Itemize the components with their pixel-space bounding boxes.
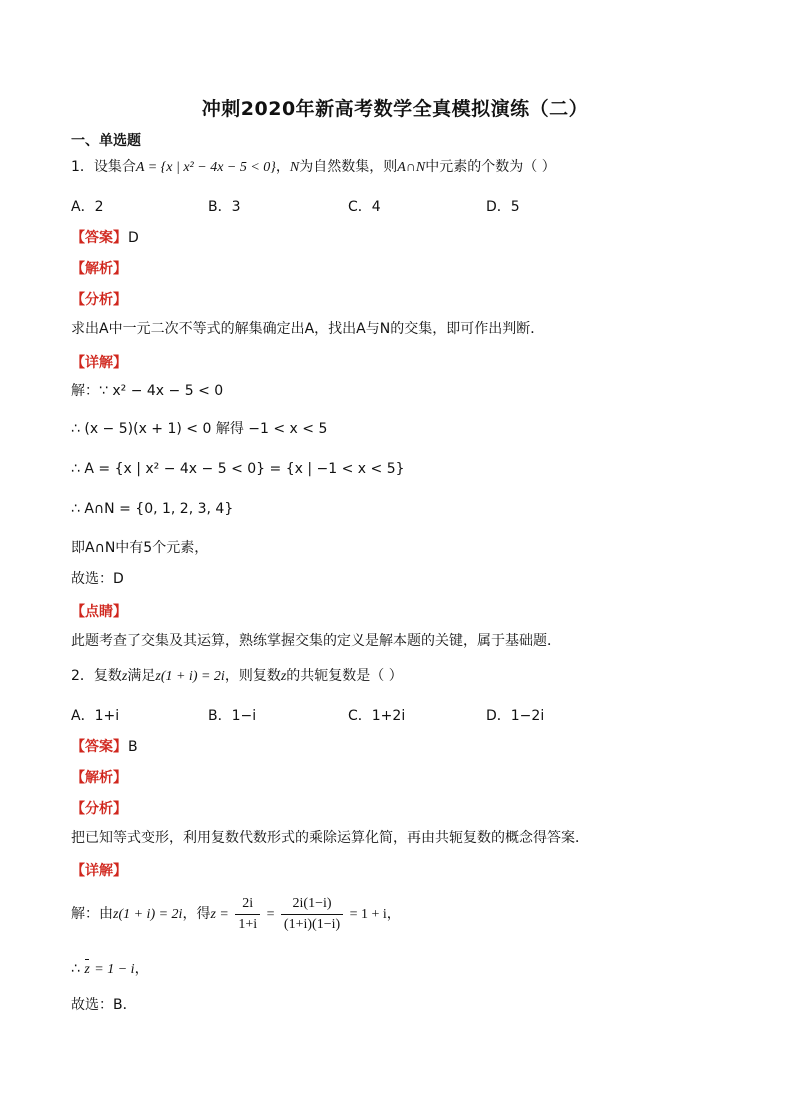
q2-stem-mid: 满足 — [127, 668, 156, 684]
q2-conj-rest: = 1 − i — [94, 962, 135, 977]
q1-stem-set: A = {x | x² − 4x − 5 < 0} — [135, 160, 276, 175]
q2-sol-eq: z(1 + i) = 2i — [113, 907, 183, 922]
page-title: 冲刺2020年新高考数学全真模拟演练（二） — [201, 98, 589, 120]
q1-option-a: A．2 — [71, 199, 104, 215]
q2-frac1-den: 1+i — [238, 916, 258, 932]
q1-option-b: B．3 — [208, 199, 241, 215]
section-heading: 一、单选题 — [71, 133, 141, 149]
q2-sol-mid: ，得 — [182, 906, 211, 922]
q2-stem-prefix: 2．复数 — [71, 668, 122, 684]
q2-sol-end: ， — [386, 906, 401, 922]
q2-option-d: D．1−2i — [486, 708, 545, 724]
q2-answer — [71, 736, 138, 756]
q1-option-c: C．4 — [348, 199, 381, 215]
q1-detail-label: 【详解】 — [71, 355, 127, 371]
q2-conjugate — [71, 960, 149, 979]
q2-conj-prefix: ∴ — [71, 961, 80, 977]
q1-step-3: ∴ A = {x | x² − 4x − 5 < 0} = {x | −1 < x < 5} — [71, 461, 405, 477]
q1-step-6: 故选：D — [71, 571, 124, 587]
q2-frac1-num: 2i — [235, 896, 260, 915]
q1-step-1: 解：∵ x² − 4x − 5 < 0 — [71, 383, 224, 399]
q1-answer — [71, 227, 139, 247]
q1-stem-an: A∩N — [397, 160, 426, 175]
q2-sol-z: z = — [210, 907, 229, 922]
q2-final: 故选：B． — [71, 997, 137, 1013]
q1-stem-prefix: 1．设集合 — [71, 159, 136, 175]
q2-frac2-num: 2i(1−i) — [281, 896, 343, 915]
q1-comment-text: 此题考查了交集及其运算，熟练掌握交集的定义是解本题的关键，属于基础题． — [71, 633, 561, 649]
q2-stem-z2: z — [280, 669, 287, 684]
q2-eq-sign: = — [266, 907, 275, 922]
q1-answer-label: 【答案】 — [71, 230, 127, 246]
q2-answer-label: 【答案】 — [71, 739, 127, 755]
q2-fraction-1 — [235, 896, 260, 933]
q1-step-2: ∴ (x − 5)(x + 1) < 0 解得 −1 < x < 5 — [71, 421, 328, 437]
q2-stem-z: z — [121, 669, 128, 684]
q2-sol-result: = 1 + i — [349, 907, 387, 922]
q2-frac2-den: (1+i)(1−i) — [283, 916, 341, 932]
q2-analysis-label: 【解析】 — [71, 770, 127, 786]
q2-detail-label: 【详解】 — [71, 863, 127, 879]
q1-stem-n: N — [289, 160, 300, 175]
q2-fenxi-text: 把已知等式变形，利用复数代数形式的乘除运算化简，再由共轭复数的概念得答案． — [71, 830, 589, 846]
q2-stem-end: 的共轭复数是（ ） — [286, 668, 403, 684]
q1-step-4: ∴ A∩N = {0, 1, 2, 3, 4} — [71, 501, 234, 517]
q1-option-d: D．5 — [486, 199, 520, 215]
q1-fenxi-label: 【分析】 — [71, 292, 127, 308]
q1-stem-end: 中元素的个数为（ ） — [425, 159, 556, 175]
q2-solution — [71, 895, 401, 934]
q2-conj-z: z — [84, 962, 90, 977]
q2-fraction-2 — [281, 896, 343, 933]
q2-sol-prefix: 解：由 — [71, 906, 113, 922]
q2-conj-end: ， — [134, 961, 149, 977]
q2-stem-eq: z(1 + i) = 2i — [155, 669, 225, 684]
q1-stem — [71, 158, 556, 177]
q2-option-c: C．1+2i — [348, 708, 406, 724]
q2-fenxi-label: 【分析】 — [71, 801, 127, 817]
q1-answer-value: D — [128, 230, 139, 246]
q2-option-b: B．1−i — [208, 708, 257, 724]
q1-stem-mid: ， — [275, 159, 290, 175]
q1-stem-suffix: 为自然数集，则 — [299, 159, 398, 175]
q2-answer-value: B — [128, 739, 138, 755]
q2-stem — [71, 667, 403, 686]
q1-comment-label: 【点睛】 — [71, 604, 127, 620]
q1-fenxi-text: 求出A中一元二次不等式的解集确定出A，找出A与N的交集，即可作出判断． — [71, 321, 545, 337]
q1-analysis-label: 【解析】 — [71, 261, 127, 277]
q2-stem-suffix: ，则复数 — [224, 668, 281, 684]
q1-step-5: 即A∩N中有5个元素， — [71, 540, 209, 556]
q2-option-a: A．1+i — [71, 708, 120, 724]
